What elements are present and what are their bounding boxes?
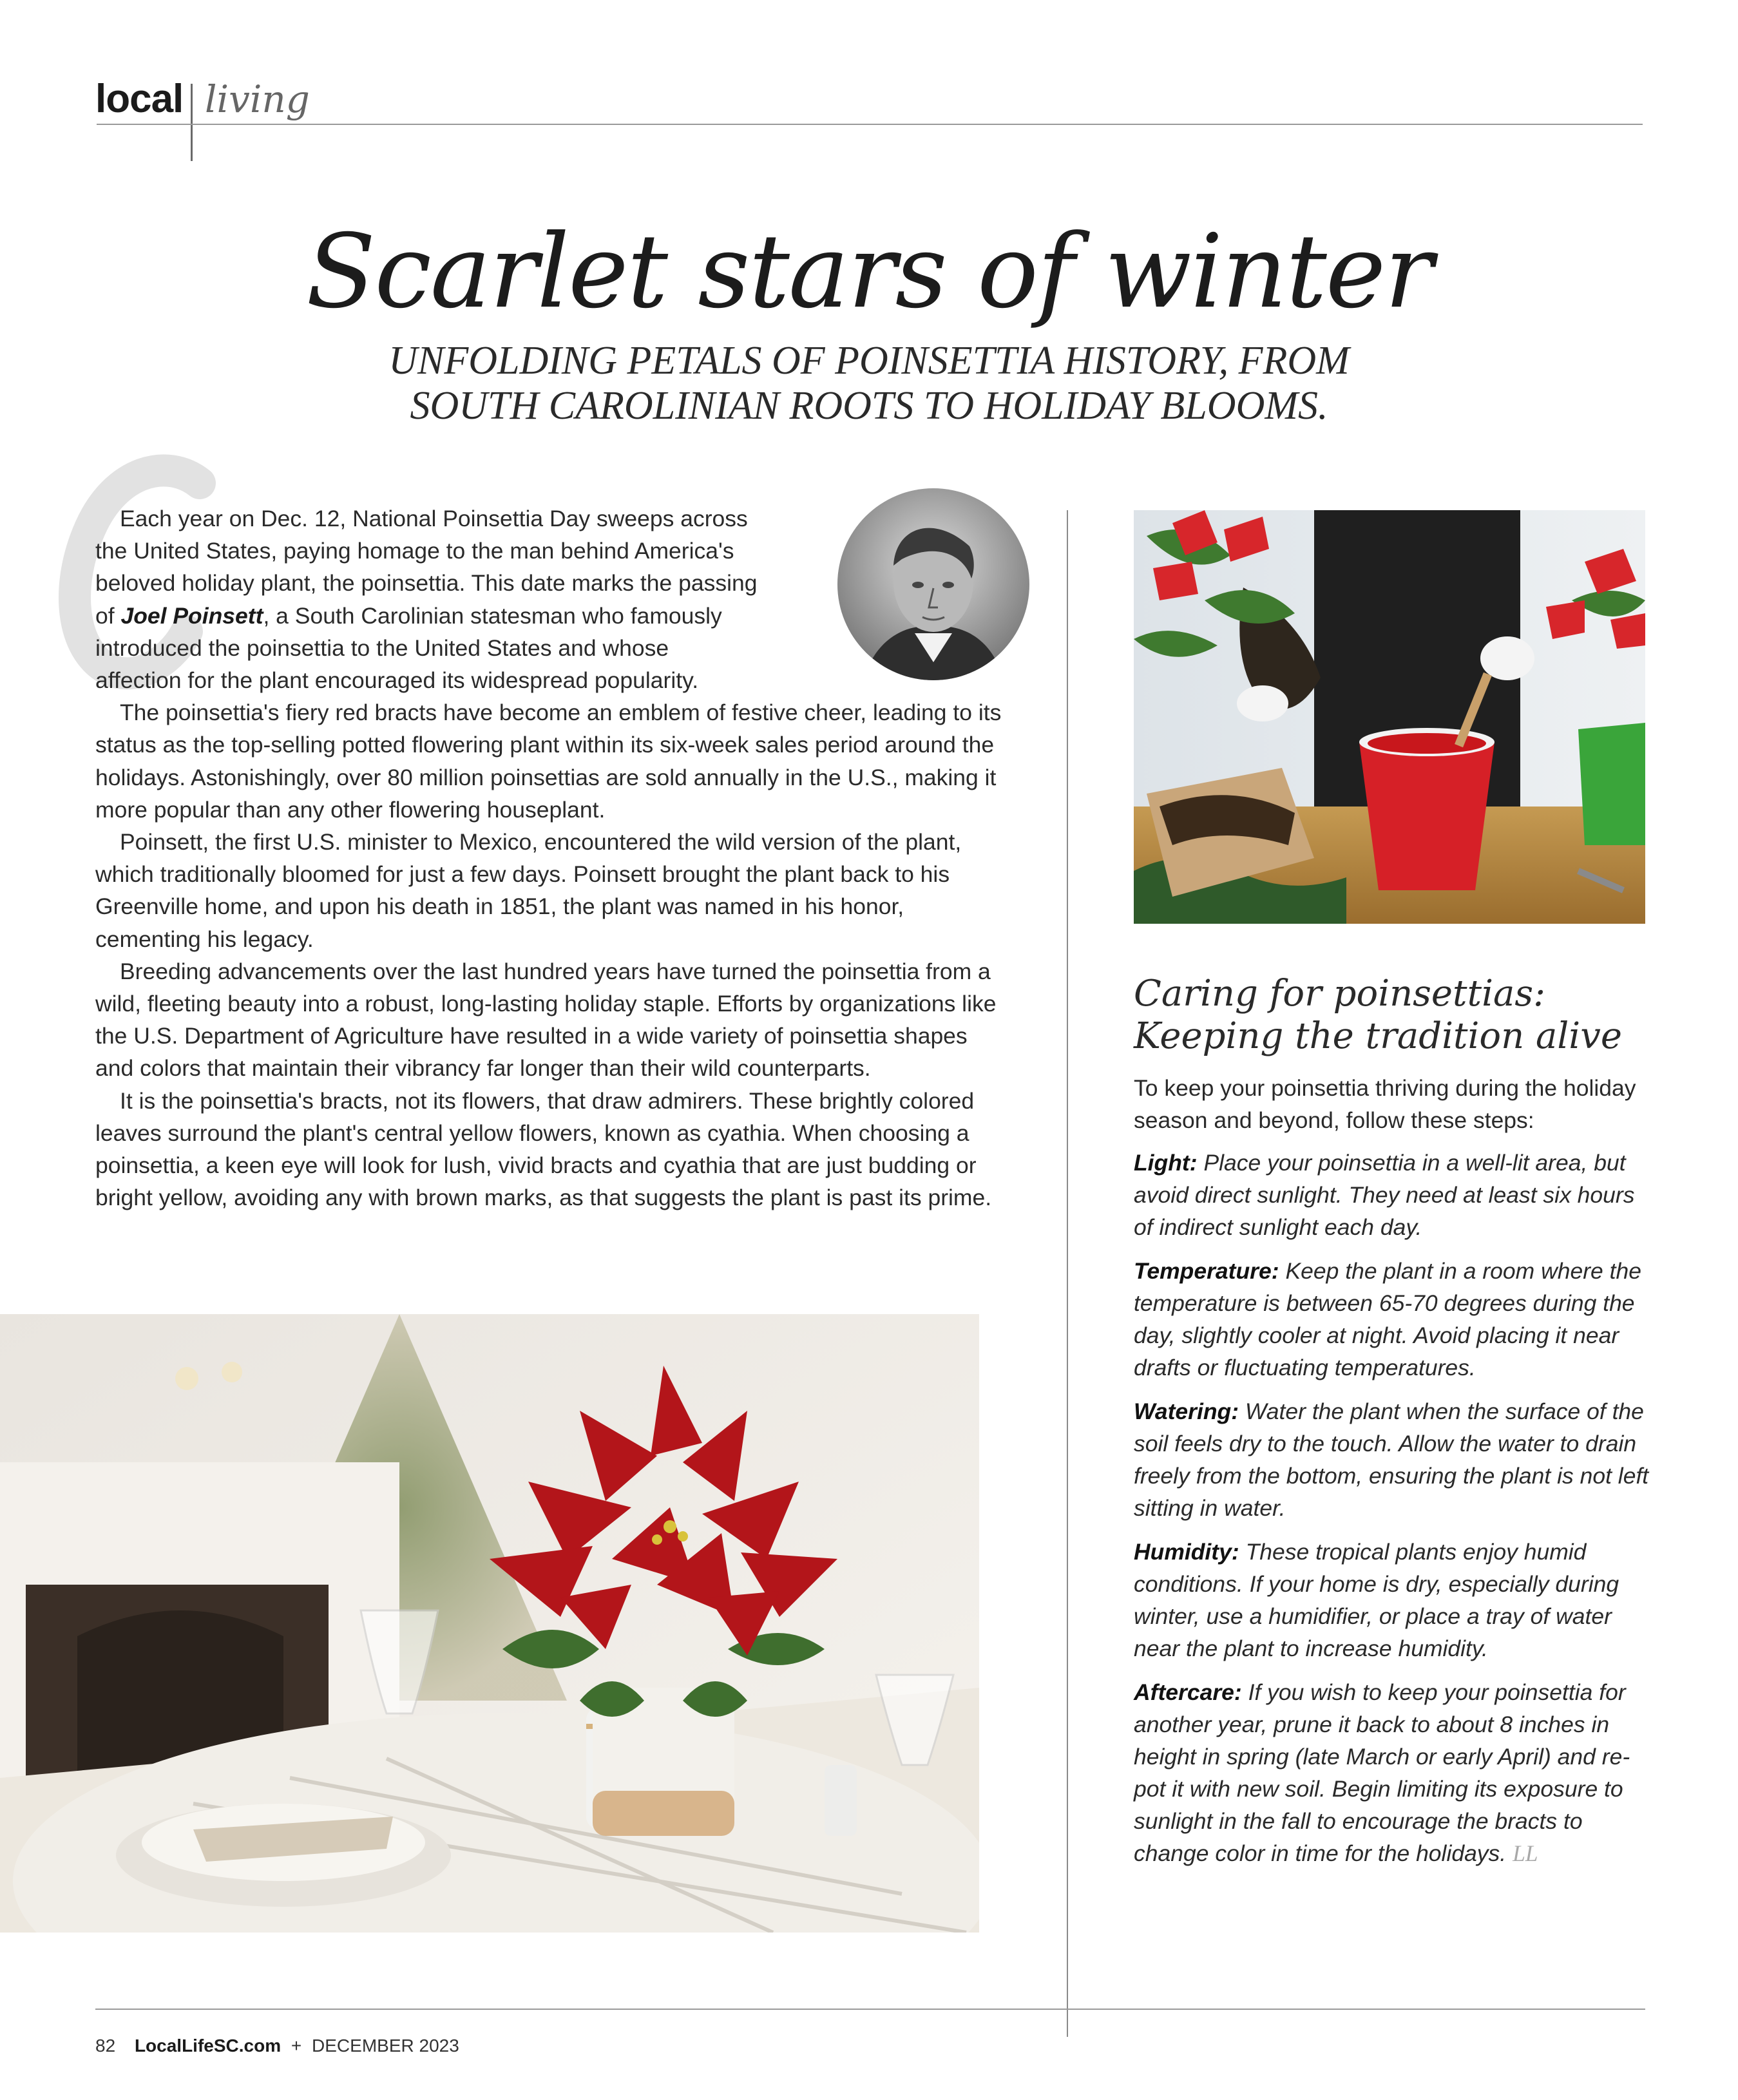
subtitle-line-1: UNFOLDING PETALS OF POINSETTIA HISTORY, FROM: [388, 339, 1350, 383]
step-light: [1134, 1147, 1649, 1243]
step-text: If you wish to keep your poinsettia for another year, prune it back to about 8 inches in height in spring (late March or early April) and re-pot it with new soil. Begin limiting its exposure to sunlight in the fall to encourage the bracts to change color in time for the holidays.: [1134, 1679, 1630, 1866]
article-subtitle: [258, 338, 1480, 428]
step-label: Watering:: [1134, 1398, 1239, 1424]
article-body: [95, 502, 1004, 1214]
step-temperature: [1134, 1255, 1649, 1384]
header-rule: [97, 124, 1643, 125]
paragraph-2: The poinsettia's fiery red bracts have become an emblem of festive cheer, leading to its status as the top-selling potted flowering plant within its six-week sales period around the holidays. Astonishingly, over 80 million poinsettias are sold annually in the U.S., making it more popular than any other flowering houseplant.: [95, 700, 1002, 823]
step-label: Humidity:: [1134, 1539, 1239, 1565]
step-humidity: [1134, 1536, 1649, 1665]
paragraph-5: It is the poinsettia's bracts, not its flowers, that draw admirers. These brightly colored leaves surround the plant's central yellow flowers, known as cyathia. When choosing a poinsettia, a keen eye will look for lush, vivid bracts and cyathia that are just budding or bright yellow, avoiding any with brown marks, as that suggests the plant is past its prime.: [95, 1087, 992, 1211]
p1-line-3: beloved holiday plant, the poinsettia. This date marks the passing: [95, 570, 758, 597]
paragraph-3: Poinsett, the first U.S. minister to Mexico, encountered the wild version of the plant, which traditionally bloomed for just a few days. Poinsett brought the plant back to his Greenville home, and upon his death in 1851, the plant was named in his honor, cementing his legacy.: [95, 829, 962, 952]
end-mark: LL: [1513, 1840, 1538, 1866]
site-link[interactable]: LocalLifeSC.com: [134, 2036, 282, 2056]
step-label: Temperature:: [1134, 1258, 1279, 1284]
step-watering: [1134, 1395, 1649, 1524]
step-text: These tropical plants enjoy humid conditions. If your home is dry, especially during winter, use a humidifier, or place a tray of water near the plant to increase humidity.: [1134, 1539, 1619, 1661]
p1-line-4: [95, 600, 817, 632]
column-divider: [1067, 510, 1068, 2037]
section-label: living: [205, 77, 310, 121]
p1-line-1: Each year on Dec. 12, National Poinsettia Day sweeps across: [120, 506, 748, 531]
table-setting-photo: [0, 1314, 979, 1933]
sidebar-intro: To keep your poinsettia thriving during the holiday season and beyond, follow these steps:: [1134, 1075, 1636, 1133]
p1-line-6: affection for the plant encouraged its widespread popularity.: [95, 667, 699, 694]
step-text: Keep the plant in a room where the temperature is between 65-70 degrees during the day, slightly cooler at night. Avoid placing it near drafts or fluctuating temperatures.: [1134, 1258, 1642, 1380]
issue-date: DECEMBER 2023: [312, 2036, 459, 2056]
step-text: Water the plant when the surface of the soil feels dry to the touch. Allow the water to drain freely from the bottom, ensuring the plant is not left sitting in water.: [1134, 1398, 1649, 1521]
sidebar-heading-line-1: Caring for poinsettias:: [1134, 973, 1545, 1015]
step-aftercare: [1134, 1676, 1649, 1869]
header-divider: [191, 84, 193, 161]
care-steps: [1134, 1147, 1649, 1881]
step-label: Aftercare:: [1134, 1679, 1242, 1705]
footer-separator: +: [291, 2036, 302, 2056]
repotting-photo: [1134, 510, 1645, 924]
p1-line-2: the United States, paying homage to the man behind America's: [95, 538, 734, 564]
p1-line-4-suffix: , a South Carolinian statesman who famously: [263, 602, 722, 629]
sidebar-heading: [1134, 973, 1649, 1058]
step-label: Light:: [1134, 1150, 1198, 1176]
paragraph-1: [95, 502, 817, 696]
sidebar-heading-line-2: Keeping the tradition alive: [1134, 1015, 1622, 1057]
p1-line-4-prefix: of: [95, 602, 121, 629]
footer-rule: [95, 2009, 1645, 2010]
paragraph-4: Breeding advancements over the last hundred years have turned the poinsettia from a wild, fleeting beauty into a robust, long-lasting holiday staple. Efforts by organizations like the U.S. Department of Agriculture have resulted in a wide variety of poinsettia shapes and colors that maintain their vibrancy far longer than their wild counterparts.: [95, 958, 997, 1082]
step-text: Place your poinsettia in a well-lit area, but avoid direct sunlight. They need at least six hours of indirect sunlight each day.: [1134, 1150, 1635, 1240]
p1-line-5: introduced the poinsettia to the United States and whose: [95, 635, 669, 661]
article-title: Scarlet stars of winter: [306, 213, 1432, 331]
page-number: 82: [95, 2036, 116, 2056]
brand-logo: local: [95, 77, 184, 121]
page-footer: [95, 2036, 459, 2056]
subtitle-line-2: SOUTH CAROLINIAN ROOTS TO HOLIDAY BLOOMS.: [410, 384, 1328, 428]
person-name: Joel Poinsett: [120, 602, 263, 629]
